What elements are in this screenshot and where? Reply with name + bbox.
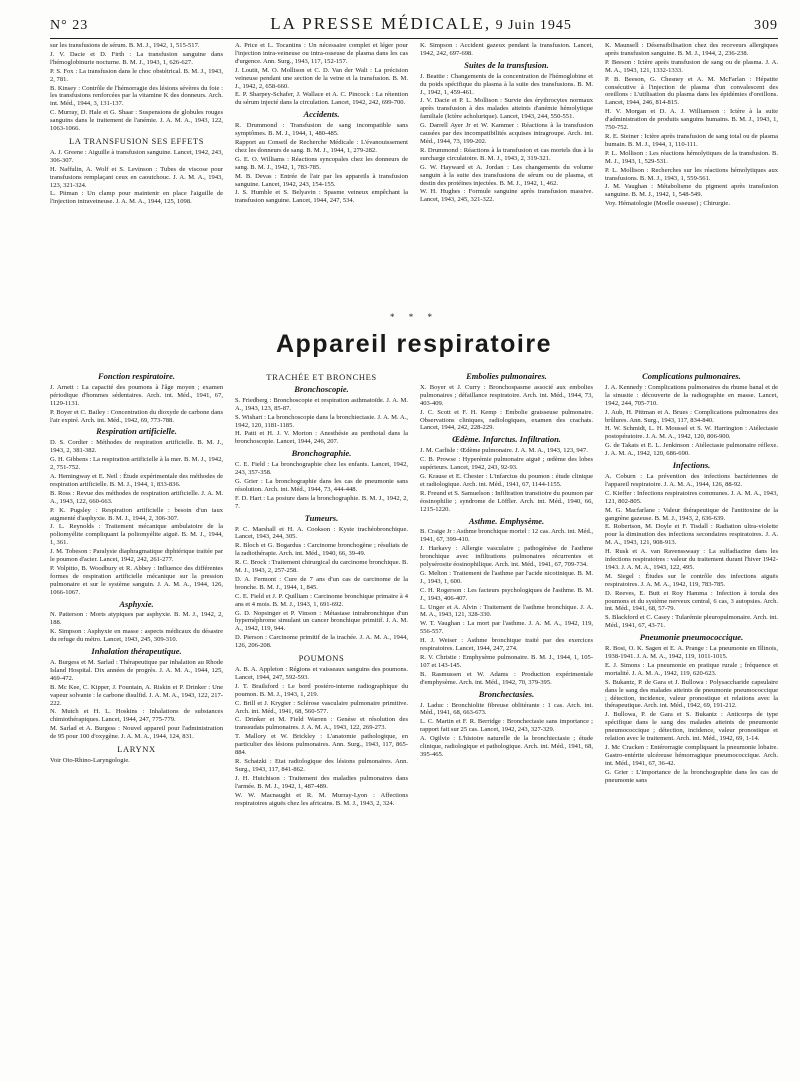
reference-entry: H. V. Morgan et D. A. J. Williamson : Ictère à la suite d'administration de produits sanguins humains. B. M. J., 1943, 1, 750-752. <box>605 108 778 132</box>
reference-entry: G. Melton : Traitement de l'asthme par l'acide nicotinique. B. M. J., 1943, 1, 600. <box>420 569 593 585</box>
reference-entry: C. H. Rogerson : Les facteurs psychologiques de l'asthme. B. M. J., 1943, 406-407. <box>420 586 593 602</box>
reference-entry: C. E. Field et J. P. Quilliam : Carcinome bronchique primaire à 4 ans et 4 mois. B. M. J., 1943, 1, 691-692. <box>235 592 408 608</box>
reference-entry: P. Volpitto, B. Woodbury et R. Abbey : Influence des différentes formes de respiration artificielle mécanique sur la pression pulmonaire et sur le système sanguin. J. A. M. A., 1944, 126, 1066-1067. <box>50 564 223 596</box>
reference-entry: D. Reeves, E. Butt et Roy Hamma : Infection à torula des poumons et du système nerveux central, 6 cas, 3 autopsies. Arch. int. Méd., 1941, 68, 57-79. <box>605 589 778 613</box>
section-heading: LA TRANSFUSION SES EFFETS <box>68 135 205 146</box>
reference-entry: J. T. Brailsford : Le bord postéro-interne radiographique du poumon. B. M. J., 1943, 1, 219. <box>235 682 408 698</box>
reference-entry: A. J. Greene : Aiguille à transfusion sanguine. Lancet, 1942, 243, 306-307. <box>50 148 223 164</box>
reference-entry: J. M. Carlisle : Œdème pulmonaire. J. A. M. A., 1943, 123, 947. <box>420 447 588 455</box>
page-number: 309 <box>754 18 778 33</box>
subsection-heading: Infections. <box>672 460 711 471</box>
reference-entry: W. T. Vaughan : La mort par l'asthme. J. A. M. A., 1942, 119, 556-557. <box>420 620 593 636</box>
reference-entry: B. Rasmussen et W. Adams : Production expérimentale d'emphysème. Arch. int. Méd., 1942, 70, 379-395. <box>420 670 593 686</box>
subsection-heading: Bronchectasies. <box>478 688 535 699</box>
reference-entry: R. Freund et S. Samuelson : Infiltration transitoire du poumon par éosinophilie ; syndrome de Löffler. Arch. int. Méd., 1940, 66, 1215-1220. <box>420 489 593 513</box>
reference-entry: J. Mc Cracken : Entérorragie compliquant la pneumonie lobaire. Gastro-entérite ulcéreuse hémorragique pneumococcique. Arch. int. Méd., 1941, 67, 36-42. <box>605 743 778 767</box>
reference-entry: R. V. Christie : Emphysème pulmonaire. B. M. J., 1944, 1, 105-107 et 143-145. <box>420 654 593 669</box>
reference-entry: L. C. Martin et F. R. Berridge : Bronchectasie sans importance ; rapport fait sur 25 cas. Lancet, 1942, 243, 327-329. <box>420 718 593 734</box>
reference-entry: E. Robertson, M. Doyle et F. Tisdall : Radiation ultra-violette pour la diminution des infections secondaires respiratoires. J. A. M. A., 1943, 121, 908-913. <box>605 523 778 547</box>
section-divider: * * * <box>390 312 438 322</box>
reference-entry: N. Mutch et H. L. Hoskins : Inhalations de substances chimiothérapiques. Lancet, 1944, 247, 775-779. <box>50 708 223 724</box>
reference-entry: G. W. Hayward et A. Jordan : Les changements du volume sanguin à la suite des transfusions de sérum ou de plasma, et destin des protéines injectées. B. M. J., 1942, 1, 462. <box>420 163 593 187</box>
subsection-heading: Œdème. Infarctus. Infiltration. <box>452 434 561 445</box>
reference-entry: H. Naffulin, A. Wolf et S. Levinson : Tubes de viscose pour transfusions remplaçant ceux en caoutchouc. J. A. M. A., 1943, 123, 321-324. <box>50 165 223 189</box>
reference-entry: D. A. Fermont : Cure de 7 ans d'un cas de carcinome de la bronche. B. M. J., 1944, 1, 845. <box>235 575 408 591</box>
reference-entry: J. A. Kennedy : Complications pulmonaires du rhume banal et de la sinusite : découverte de la radiographie en masse. Lancet, 1942, 244, 705-710. <box>605 383 778 407</box>
reference-entry: L. Pitman : Un clamp pour maintenir en place l'aiguille de l'injection intraveineuse. J. A. M. A., 1944, 125, 1098. <box>50 190 223 206</box>
reference-entry: J. Arnett : La capacité des poumons à l'âge moyen ; examen périodique d'hommes sédentaires. Arch. int. Méd., 1941, 67, 1129-1131. <box>50 383 223 407</box>
reference-entry: J. Harkavy : Allergie vasculaire ; pathogénèse de l'asthme bronchique avec infiltrations pulmonaires récurrentes et polysérosite éosinophilique. Arch. int. Méd., 1941, 67, 709-734. <box>420 545 593 569</box>
reference-entry: R. Drummond : Transfusion de sang incompatible sans symptômes. B. M. J., 1944, 1, 480-485. <box>235 122 408 138</box>
reference-entry: H. Patti et H. J. V. Morton : Anesthésie au penthotal dans la bronchoscopie. Lancet, 1944, 246, 207. <box>235 430 408 446</box>
reference-entry: R. Schatzki : Etat radiologique des lésions pulmonaires. Ann. Surg., 1943, 117, 841-862. <box>235 757 408 773</box>
reference-entry: K. Simpson : Accident gazeux pendant la transfusion. Lancet, 1942, 242, 697-698. <box>420 42 593 57</box>
reference-entry: B. Mc Kee, C. Kipper, J. Fountain, A. Riskin et P. Drinker : Une vapeur solvante : le carbone disulfid. J. A. M. A., 1943, 122, 217-222. <box>50 683 223 707</box>
reference-entry: P. S. Fox : La transfusion dans le choc obstétrical. B. M. J., 1943, 2, 781. <box>50 67 223 83</box>
reference-entry: B. Craige Jr : Asthme bronchique mortel : 12 cas. Arch. int. Méd., 1941, 67, 399-410. <box>420 528 593 544</box>
reference-entry: P. Boyer et C. Bailey : Concentration du dioxyde de carbone dans l'air expiré. Arch. int. Méd., 1942, 69, 773-788. <box>50 408 223 424</box>
reference-entry: S. Friedberg : Bronchoscopie et respiration asthmatoïde. J. A. M. A., 1943, 123, 85-87. <box>235 396 408 412</box>
publication-title: LA PRESSE MÉDICALE, <box>270 14 492 33</box>
section-title: Appareil respiratoire <box>275 330 553 358</box>
reference-entry: A. B. A. Appleton : Régions et vaisseaux sanguins des poumons. Lancet, 1944, 247, 592-593. <box>235 666 408 681</box>
reference-entry: S. Blackford et C. Casey : Tularémie pleuropulmonaire. Arch. int. Méd., 1941, 67, 43-71. <box>605 614 778 630</box>
reference-entry: S. Wishart : La bronchoscopie dans la bronchiectasie. J. A. M. A., 1942, 120, 1181-1185. <box>235 413 408 429</box>
reference-entry: Rapport au Conseil de Recherche Médicale : L'évanouissement chez les donneurs de sang. B. M. J., 1944, 1, 279-282. <box>235 138 408 154</box>
bottom-column-3 <box>420 369 593 1069</box>
reference-entry: R. E. Steiner : Ictère après transfusion de sang total ou de plasma humain. B. M. J., 1944, 1, 110-111. <box>605 132 778 148</box>
subsection-heading: Asphyxie. <box>119 598 154 609</box>
reference-entry: G. Krause et E. Chester : L'infarctus du poumon : étude clinique et radiologique. Arch. int. Méd., 1941, 67, 1144-1155. <box>420 472 593 488</box>
reference-entry: E. J. Simons : La pneumonie en pratique rurale ; fréquence et mortalité. J. A. M. A., 1942, 119, 620-623. <box>605 661 778 677</box>
respiratory-columns <box>50 369 778 1069</box>
reference-entry: Voy. Hématologie (Moelle osseuse) ; Chirurgie. <box>605 200 730 208</box>
reference-entry: M. Sarlad et A. Burgess : Nouvel appareil pour l'administration de 95 pour 100 d'oxygène. J. A. M. A., 1944, 124, 831. <box>50 725 223 741</box>
section-heading: TRACHÉE ET BRONCHES <box>266 372 377 382</box>
reference-entry: B. Kinsey : Contrôle de l'hémorragie des lésions sévères du foie : les transfusions renforcées par la vitamine K des donneurs. Arch. int. Méd., 1944, 3, 131-137. <box>50 84 223 108</box>
reference-entry: P. B. Beeson, G. Chesney et A. M. McFarlan : Hépatite consécutive à l'injection de plasma d'un convalescent des oreillons : L'utilisation du plasma dans les épidémies d'oreillons. Lancet, 1944, 246, 814-815. <box>605 75 778 107</box>
reference-entry: H. J. Weiser : Asthme bronchique traité par des exercices respiratoires. Lancet, 1944, 247, 274. <box>420 637 593 653</box>
reference-entry: P. K. Pugsley : Respiration artificielle : besoin d'un taux augmenté d'asphyxie. B. M. J., 1944, 2, 306-307. <box>50 506 223 522</box>
transfusion-columns <box>50 42 778 307</box>
reference-entry: M. B. Devas : Entrée de l'air par les appareils à transfusion sanguine. Lancet, 1942, 243, 154-155. <box>235 172 408 188</box>
reference-entry: C. Murray, D. Hale et G. Shaar : Suspensions de globules rouges sanguins dans le traitement de l'anémie. J. A. M. A., 1943, 122, 1063-1066. <box>50 109 223 133</box>
reference-entry: G. H. Gibbens : La respiration artificielle à la mer. B. M. J., 1942, 2, 751-752. <box>50 456 223 472</box>
top-column-1 <box>50 42 223 307</box>
reference-entry: F. D. Hart : La posture dans la bronchographie. B. M. J., 1942, 2, 7. <box>235 494 408 510</box>
reference-entry: J. Beattie : Changements de la concentration de l'hémoglobine et du poids spécifique du plasma à la suite des transfusions. B. M. J., 1942, 1, 459-461. <box>420 72 593 96</box>
header-rule <box>50 38 778 39</box>
running-header <box>50 14 778 36</box>
reference-entry: R. C. Brock : Traitement chirurgical du carcinome bronchique. B. M. J., 1943, 2, 257-258. <box>235 559 408 575</box>
reference-entry: P. L. Mollison : Recherches sur les réactions hémolytiques aux transfusions. B. M. J., 1943, 1, 559-561. <box>605 166 778 182</box>
reference-entry: J. V. Dacie et P. L. Mollison : Survie des érythrocytes normaux après transfusion à des malades atteints d'anémie hémolytique familiale (Ictère acholurique). Lancet, 1943, 244, 550-551. <box>420 97 593 121</box>
reference-entry: E. P. Sharpey-Schafer, J. Wallace et A. C. Pincock : La rétention du sérum injecté dans la circulation. Lancet, 1942, 242, 699-700. <box>235 91 408 107</box>
reference-entry: N. Patterson : Morts atypiques par asphyxie. B. M. J., 1942, 2, 188. <box>50 611 223 627</box>
reference-entry: C. Kieffer : Infections respiratoires communes. J. A. M. A., 1943, 121, 802-805. <box>605 489 778 505</box>
subsection-heading: Pneumonie pneumococcique. <box>639 632 744 643</box>
subsection-heading: Fonction respiratoire. <box>98 371 175 381</box>
reference-entry: C. B. Prowse : Hyperémie pulmonaire aiguë ; œdème des lobes supérieurs. Lancet, 1942, 243, 92-93. <box>420 456 593 472</box>
top-column-2 <box>235 42 408 307</box>
reference-entry: H. W. Schmidt, L. H. Moussel et S. W. Harrington : Atélectasie postopératoire. J. A. M. A., 1942, 120, 806-900. <box>605 425 778 441</box>
reference-entry: A. Coburn : La prévention des infections bactériennes de l'appareil respiratoire. J. A. M. A., 1944, 126, 88-92. <box>605 472 778 488</box>
top-column-3 <box>420 42 593 307</box>
reference-entry: M. G. Macfarlane : Valeur thérapeutique de l'antitoxine de la gangrène gazeuse. B. M. J., 1943, 2, 636-639. <box>605 506 778 522</box>
top-column-4 <box>605 42 778 307</box>
reference-entry: G. Grier : L'importance de la bronchographie dans les cas de pneumonie sans <box>605 768 778 784</box>
subsection-heading: Accidents. <box>303 109 340 120</box>
reference-entry: A. Hemingway et E. Neil : Étude expérimentale des méthodes de respiration artificielle. B. M. J., 1944, 1, 833-836. <box>50 472 223 488</box>
reference-entry: D. S. Cordier : Méthodes de respiration artificielle. B. M. J., 1943, 2, 381-382. <box>50 439 223 455</box>
reference-entry: W. W. Macnaught et R. M. Murray-Lyon : Affections respiratoires aiguës chez les africains. B. M. J., 1943, 2, 324. <box>235 791 408 807</box>
reference-entry: P. Beeson : Ictère après transfusion de sang ou de plasma. J. A. M. A., 1943, 121, 1332-1333. <box>605 58 778 74</box>
reference-entry: Voir Oto-Rhino-Laryngologie. <box>50 756 130 764</box>
reference-entry: J. C. Scott et F. H. Kemp : Embolie graisseuse pulmonaire. Observations cliniques, radiologiques, examen des crachats. Lancet, 1944, 242, 228-229. <box>420 408 593 432</box>
reference-entry: J. Loutit, M. O. Mollison et C. D. Van der Walt : La précision veineuse pendant une section de la veine et la transfusion. B. M. J., 1942, 2, 658-660. <box>235 66 408 90</box>
subsection-heading: Complications pulmonaires. <box>642 371 741 381</box>
reference-entry: J. S. Humble et S. Belyavin : Spasme veineux empêchant la transfusion sanguine. Lancet, 1944, 247, 534. <box>235 189 408 205</box>
reference-entry: J. H. Hutchison : Traitement des maladies pulmonaires dans l'armée. B. M. J., 1942, 1, 487-489. <box>235 774 408 790</box>
reference-entry: A. Price et L. Tocantins : Un nécessaire complet et léger pour l'injection intra-veineuse ou intra-osseuse de plasma dans les cas d'urgence. Ann. Surg., 1943, 117, 152-157. <box>235 42 408 65</box>
issue-number: N° 23 <box>50 18 89 33</box>
issue-date: 9 Juin 1945 <box>495 18 572 33</box>
reference-entry: G. Grier : La bronchographie dans les cas de pneumonie sans résolution. Arch. int. Méd., 1944, 73, 444-448. <box>235 477 408 493</box>
reference-entry: J. Bullowa, P. de Gara et S. Bukantz : Anticorps de type spécifique dans le sang des malades atteints de pneumonie pneumococcique ; détection, incidence, valeur pronostique et relation avec le traitement. Arch. int. Méd., 1942, 69, 1-14. <box>605 711 778 743</box>
reference-entry: J. V. Dacie et D. Firth : La transfusion sanguine dans l'hémoglobinurie nocturne. B. M. J., 1943, 1, 626-627. <box>50 50 223 66</box>
subsection-heading: Embolies pulmonaires. <box>466 371 547 381</box>
reference-entry: G. de Takats et E. L. Jenkinson : Atélectasie pulmonaire réflexe. J. A. M. A., 1942, 120, 686-690. <box>605 442 778 458</box>
reference-entry: J. Aub, H. Pittman et A. Brues : Complications pulmonaires des brûlures. Ann. Surg., 1943, 117, 834-840. <box>605 408 778 424</box>
reference-entry: D. Pierson : Carcinome primitif de la trachée. J. A. M. A., 1944, 126, 206-208. <box>235 634 408 650</box>
subsection-heading: Asthme. Emphysème. <box>468 515 545 526</box>
subsection-heading: Suites de la transfusion. <box>464 59 549 70</box>
reference-entry: H. Rusk et A. van Ravensswaay : La sulfadiazine dans les infections respiratoires : valeur du traitement durant l'hiver 1942-1943. J. A. M. A., 1943, 122, 495. <box>605 548 778 571</box>
reference-entry: S. Bukantz, P. de Gara et J. Bullowa : Polysaccharide capsulaire dans le sang des malades atteints de pneumonie pneumococcique ; détection, incidence, valeur pronostique et relations avec la thérapeutique. Arch. int. Méd., 1942, 69, 191-212. <box>605 678 778 710</box>
reference-entry: P. C. Marshall et H. A. Cookson : Kyste trachéobronchique. Lancet, 1943, 244, 305. <box>235 525 408 541</box>
reference-entry: K. Maunsell : Désensibilisation chez des receveurs allergiques après transfusion sanguine. B. M. J., 1944, 2, 236-238. <box>605 42 778 57</box>
reference-entry: J. M. Vaughan : Métabolisme du pigment après transfusion sanguine. B. M. J., 1942, 1, 548-549. <box>605 183 778 199</box>
bottom-column-1 <box>50 369 223 1069</box>
reference-entry: T. Mallory et W. Brickley : L'anatomie pathologique, en particulier des lésions pulmonaires. Ann. Surg., 1943, 117, 865-884. <box>235 733 408 757</box>
reference-entry: M. Siegel : Études sur le contrôle des infections aiguës respiratoires. J. A. M. A., 1942, 119, 783-785. <box>605 572 778 588</box>
reference-entry: J. Laduc : Bronchiolite fibreuse oblitérante : 1 cas. Arch. int. Méd., 1941, 68, 663-673. <box>420 701 593 717</box>
reference-entry: sur les transfusions de sérum. B. M. J., 1942, 1, 515-517. <box>50 42 200 49</box>
reference-entry: X. Boyer et J. Curry : Bronchospasme associé aux embolies pulmonaires ; défaillance respiratoire. Arch. int. Méd., 1944, 73, 403-409. <box>420 383 593 407</box>
publication-date <box>270 14 572 34</box>
subsection-heading: Bronchoscopie. <box>294 383 349 394</box>
reference-entry: G. D. Nopsinger et P. Vinson : Métastase intrabronchique d'un hypernéphrome simulant un cancer bronchique primitif. J. A. M. A., 1942, 119, 944. <box>235 609 408 633</box>
section-heading: LARYNX <box>117 744 156 755</box>
reference-entry: A. Burgess et M. Sarlad : Thérapeutique par inhalation au Rhode Island Hospital. Dix années de progrès. J. A. M. A., 1944, 125, 469-472. <box>50 659 223 682</box>
reference-entry: B. Ross : Revue des méthodes de respiration artificielle. J. A. M. A., 1943, 122, 660-663. <box>50 489 223 505</box>
subsection-heading: Inhalation thérapeutique. <box>91 646 182 657</box>
bottom-column-2 <box>235 369 408 1069</box>
reference-entry: R. Bosi, O. K. Sagen et E. A. Prange : La pneumonie en Illinois, 1938-1941. J. A. M. A., 1942, 119, 1011-1015. <box>605 645 778 660</box>
reference-entry: C. Brill et J. Krygier : Sclérose vasculaire pulmonaire primitive. Arch. int. Méd., 1941, 68, 560-577. <box>235 699 408 715</box>
reference-entry: R. Bloch et G. Bogardus : Carcinome bronchogène ; résultats de la radiothérapie. Arch. int. Méd., 1940, 66, 39-49. <box>235 542 408 558</box>
bottom-column-4 <box>605 369 778 1069</box>
reference-entry: W. H. Hughes : Formule sanguine après transfusion massive. Lancet, 1943, 245, 321-322. <box>420 188 593 204</box>
reference-entry: A. Ogilvie : L'histoire naturelle de la bronchiectasie ; étude clinique, radiologique et pathologique. Arch. int. Méd., 1941, 68, 395-465. <box>420 735 593 758</box>
reference-entry: R. Drummond : Réactions à la transfusion et cas mortels dus à la surcharge circulatoire. B. M. J., 1943, 2, 319-321. <box>420 146 593 162</box>
reference-entry: L. Unger et A. Alvin : Traitement de l'asthme bronchique. J. A. M. A., 1943, 121, 328-330. <box>420 603 593 619</box>
subsection-heading: Tumeurs. <box>304 512 339 523</box>
subsection-heading: Bronchographie. <box>291 448 352 459</box>
reference-entry: C. E. Field : La bronchographie chez les enfants. Lancet, 1942, 243, 357-358. <box>235 461 408 477</box>
reference-entry: J. M. Tobeson : Paralysie diaphragmatique diphtérique traitée par le poumon d'acier. Lancet, 1942, 242, 261-277. <box>50 548 223 564</box>
reference-entry: G. Darrell Ayer Jr et W. Kammer : Réactions à la transfusion causées par des incompatibilités acquises intragroupe. Arch. int. Méd., 1944, 73, 199-202. <box>420 122 593 145</box>
subsection-heading: Respiration artificielle. <box>96 426 177 437</box>
reference-entry: G. E. O. Williams : Réactions syncopales chez les donneurs de sang. B. M. J., 1942, 1, 783-785. <box>235 155 408 171</box>
reference-entry: P. L. Mollison : Les réactions hémolytiques de la transfusion. B. M. J., 1943, 1, 529-531. <box>605 149 778 165</box>
reference-entry: K. Simpson : Asphyxie en masse : aspects médicaux du désastre du refuge du métro. Lancet, 1943, 245, 309-310. <box>50 628 223 644</box>
reference-entry: C. Drinker et M. Field Warren : Genèse et résolution des transsudats pulmonaires. J. A. M. A., 1943, 122, 269-273. <box>235 716 408 732</box>
reference-entry: J. L. Reynolds : Traitement mécanique ambulatoire de la poliomyélite compliquant la poliomyélite aiguë. B. M. J., 1944, 1, 361. <box>50 523 223 547</box>
section-heading: POUMONS <box>298 653 345 664</box>
